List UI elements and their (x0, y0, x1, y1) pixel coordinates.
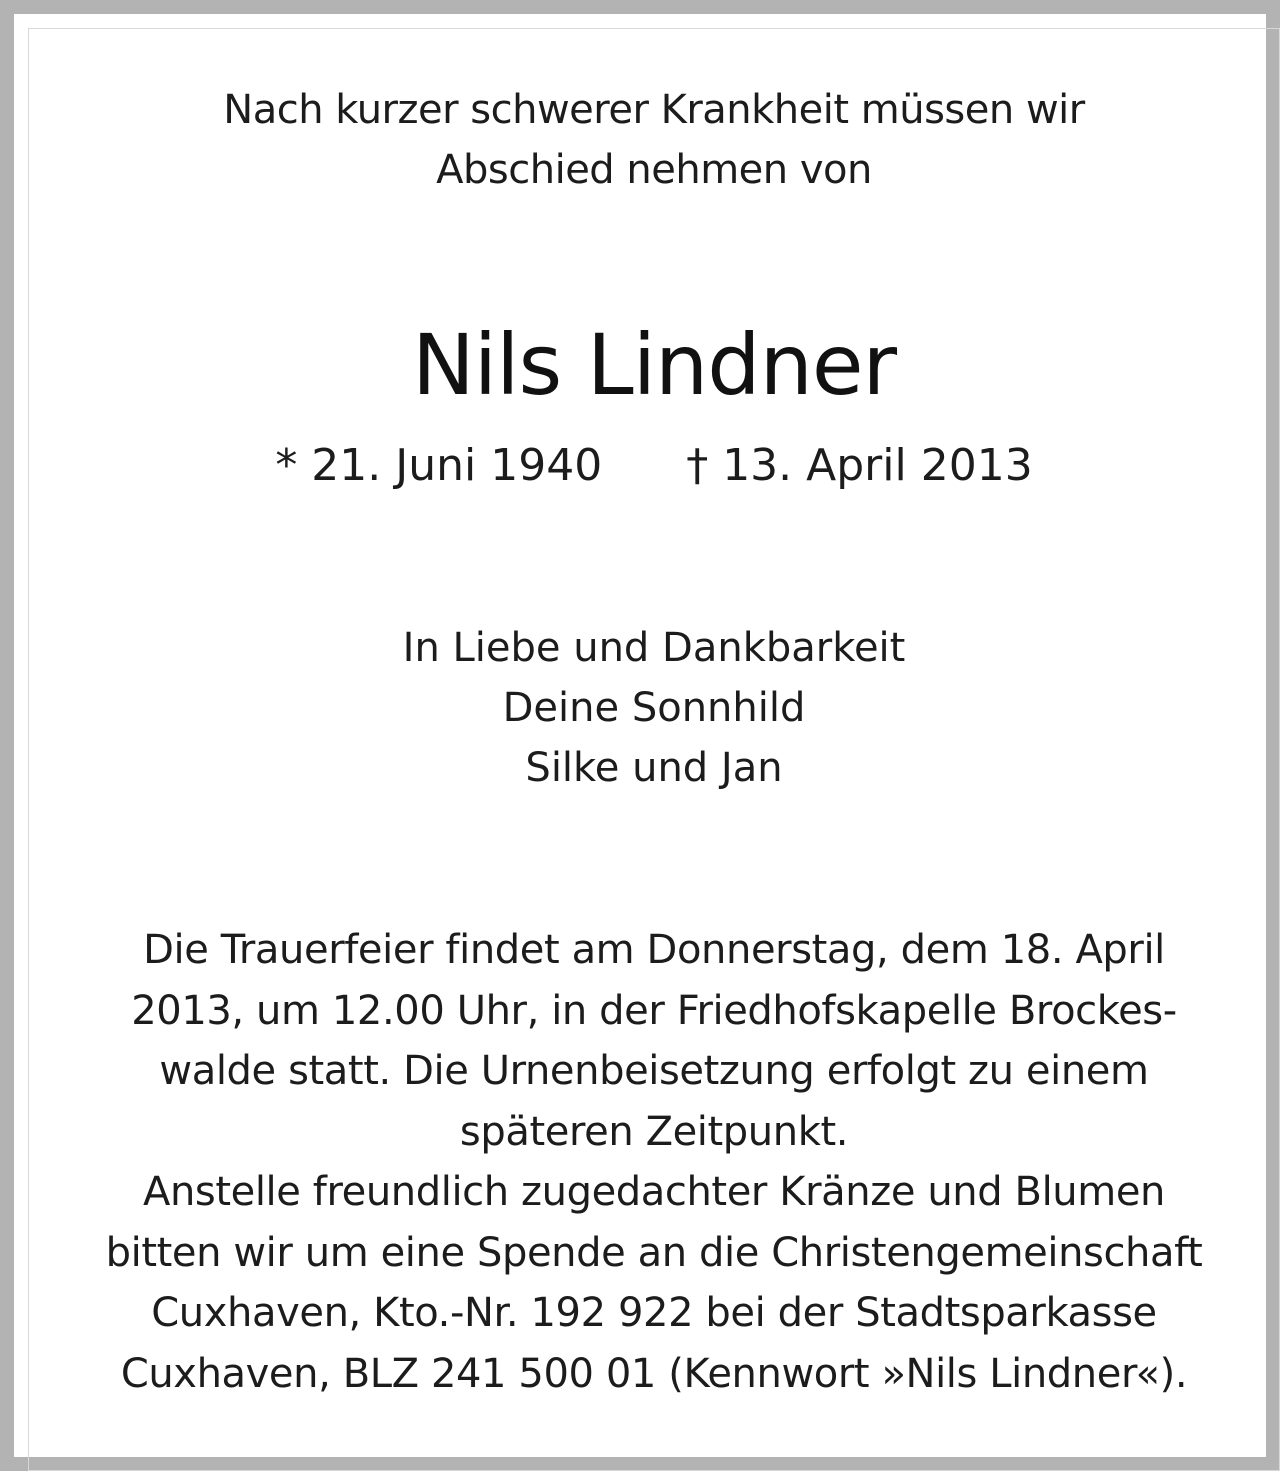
notice-line: bitten wir um eine Spende an die Christengemeinschaft (105, 1229, 1203, 1276)
notice-line: walde statt. Die Urnenbeisetzung erfolgt zu einem (159, 1048, 1149, 1094)
notice-line: Anstelle freundlich zugedachter Kränze und Blumen (143, 1169, 1165, 1215)
notice-line: Cuxhaven, BLZ 241 500 01 (Kennwort »Nils Lindner«). (120, 1350, 1188, 1397)
closing-line: In Liebe und Dankbarkeit (402, 625, 906, 671)
intro-text (14, 80, 1280, 200)
notice-line: 2013, um 12.00 Uhr, in der Friedhofskapelle Brockes- (131, 987, 1177, 1034)
notice-line: Die Trauerfeier findet am Donnerstag, dem 18. April (143, 927, 1165, 973)
intro-line: Abschied nehmen von (436, 147, 872, 193)
birth-date: * 21. Juni 1940 (275, 440, 603, 491)
notice-line: späteren Zeitpunkt. (459, 1108, 849, 1155)
deceased-name: Nils Lindner (411, 316, 897, 414)
death-date: † 13. April 2013 (686, 440, 1033, 491)
intro-line: Nach kurzer schwerer Krankheit müssen wir (223, 87, 1085, 133)
funeral-notice (14, 920, 1280, 1404)
notice-line: Cuxhaven, Kto.-Nr. 192 922 bei der Stadtsparkasse (151, 1290, 1157, 1336)
closing-line: Deine Sonnhild (502, 685, 806, 731)
life-dates (14, 438, 1280, 494)
closing-signature (14, 618, 1280, 798)
closing-line: Silke und Jan (525, 745, 783, 791)
